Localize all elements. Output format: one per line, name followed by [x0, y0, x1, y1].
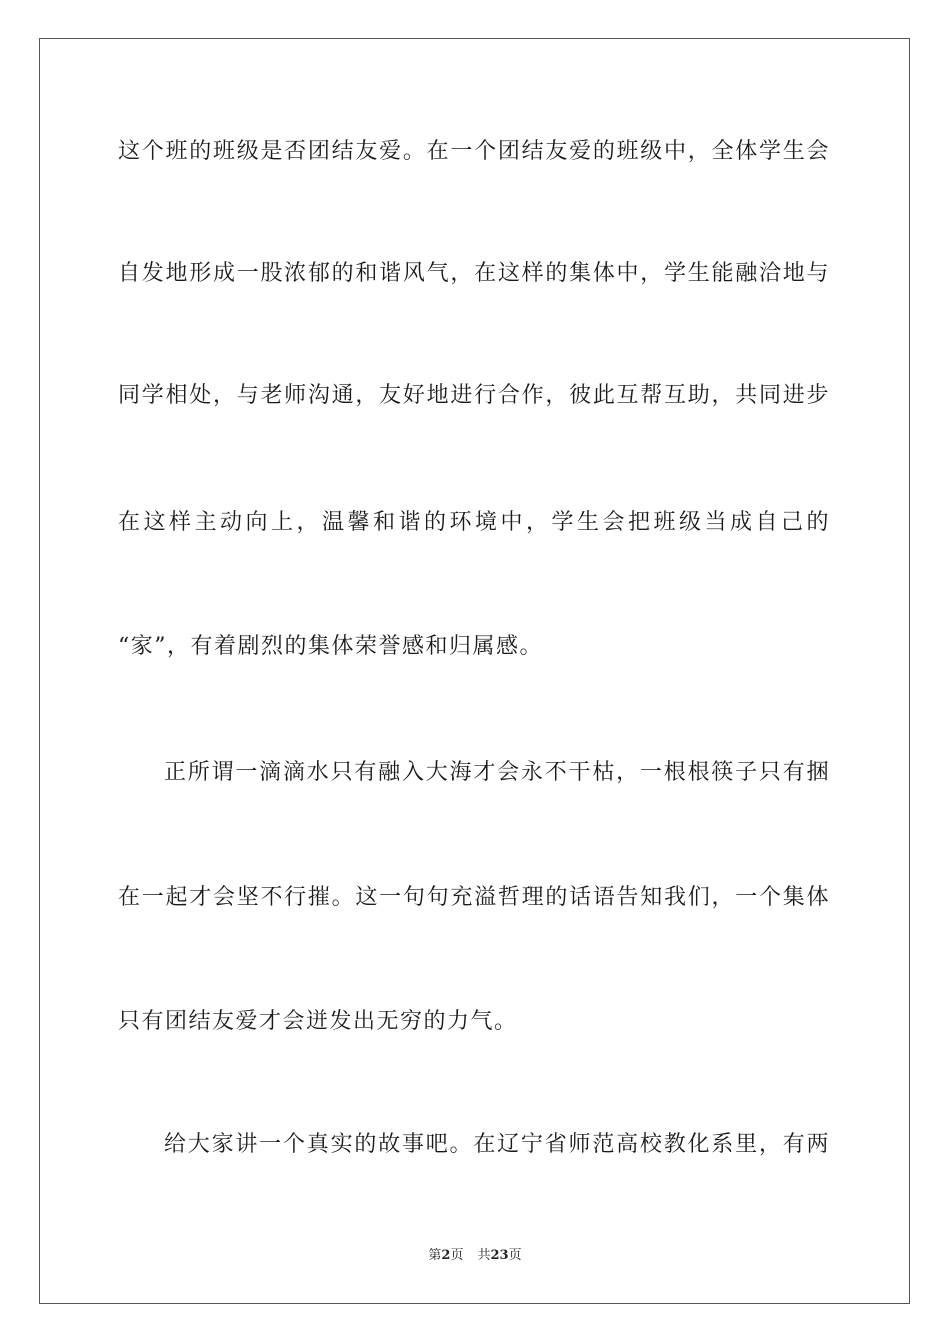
- body-text-line: “家”，有着剧烈的集体荣誉感和归属感。: [118, 634, 543, 659]
- body-text-line: 在一起才会坚不行摧。这一句句充溢哲理的话语告知我们，一个集体: [118, 885, 830, 910]
- page-suffix: 页: [450, 1248, 464, 1263]
- total-suffix: 页: [508, 1248, 522, 1263]
- page-prefix: 第: [428, 1248, 442, 1263]
- body-text-line: 这个班的班级是否团结友爱。在一个团结友爱的班级中，全体学生会: [118, 139, 830, 164]
- paragraph-first-line: 正所谓一滴滴水只有融入大海才会永不干枯，一根根筷子只有捆: [164, 760, 830, 785]
- body-text-line: 同学相处，与老师沟通，友好地进行合作，彼此互帮互助，共同进步: [118, 383, 830, 408]
- page-border: [39, 38, 910, 1304]
- total-pages: 23: [490, 1248, 509, 1263]
- page-footer: [0, 1247, 950, 1265]
- body-text-line: 自发地形成一股浓郁的和谐风气，在这样的集体中，学生能融洽地与: [118, 261, 830, 286]
- body-text-line: 在这样主动向上，温馨和谐的环境中，学生会把班级当成自己的: [118, 510, 830, 535]
- page-number: 2: [441, 1248, 451, 1263]
- paragraph-first-line: 给大家讲一个真实的故事吧。在辽宁省师范高校教化系里，有两: [164, 1132, 830, 1157]
- body-text-line: 只有团结友爱才会迸发出无穷的力气。: [118, 1009, 518, 1034]
- total-prefix: 共: [477, 1248, 491, 1263]
